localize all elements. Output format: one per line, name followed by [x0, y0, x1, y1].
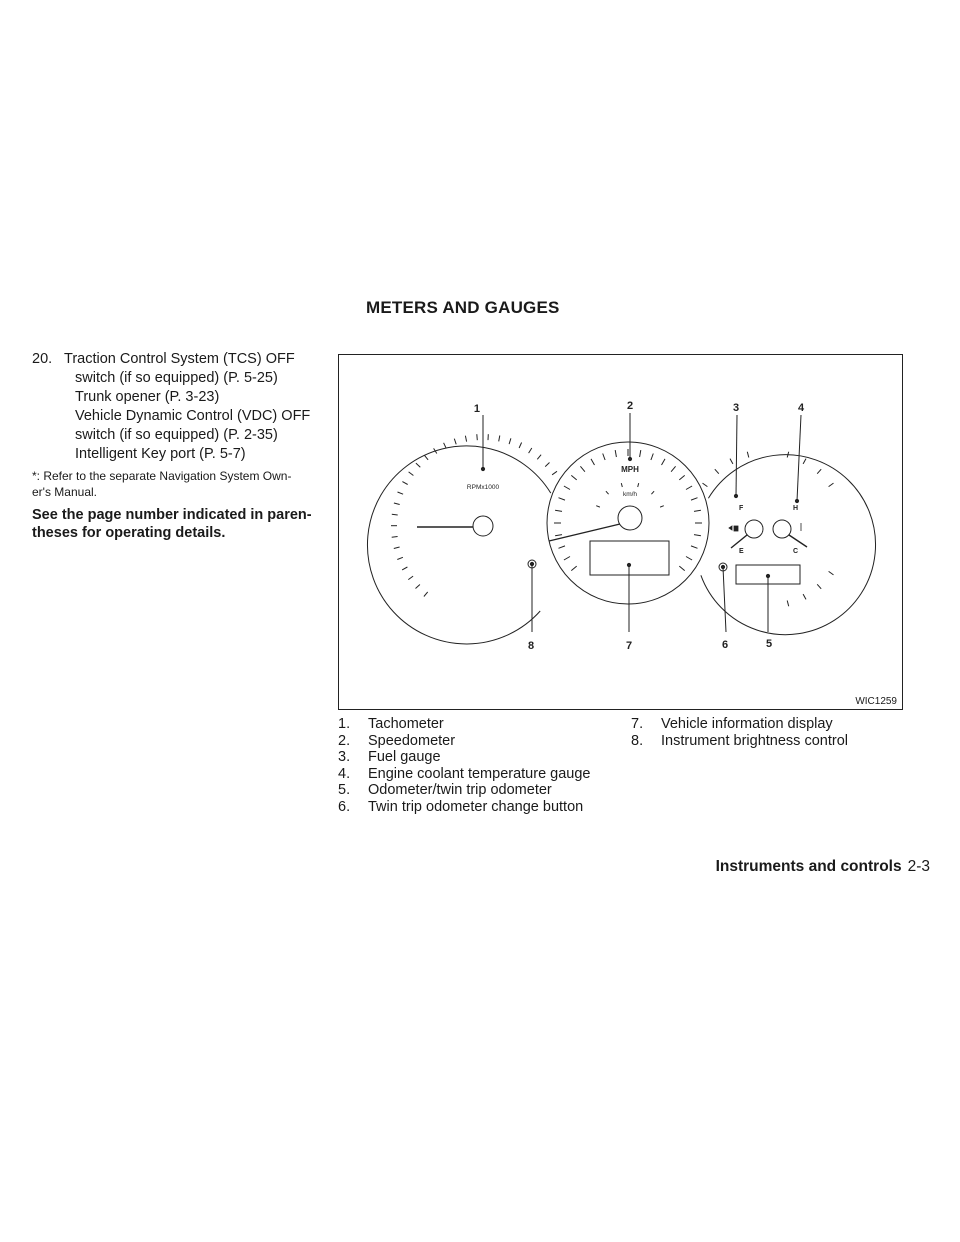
dial-tick	[537, 455, 541, 460]
dial-tick	[545, 463, 549, 467]
callout-3: 3	[733, 402, 740, 414]
dial-tick	[671, 466, 676, 471]
dial-tick	[817, 584, 821, 589]
dial-tick	[691, 546, 698, 548]
dial-tick	[803, 594, 806, 599]
item-line: Vehicle Dynamic Control (VDC) OFF	[75, 408, 311, 424]
dial-tick	[499, 436, 500, 442]
callout-5: 5	[766, 638, 773, 650]
temp-needle	[789, 535, 807, 547]
dial-tick	[571, 475, 576, 480]
dial-tick	[679, 566, 684, 571]
legend-num: 5.	[338, 782, 351, 798]
dial-tick	[416, 585, 420, 589]
dial-tick	[829, 571, 834, 575]
dial-tick	[621, 483, 622, 487]
fuel-needle	[731, 535, 747, 548]
tachometer-dial	[367, 446, 550, 644]
item-line: Intelligent Key port (P. 5-7)	[75, 446, 246, 462]
dial-tick	[394, 547, 400, 549]
dial-tick	[715, 469, 719, 474]
dial-tick	[817, 469, 821, 474]
dial-tick	[803, 459, 806, 464]
legend-item	[338, 733, 628, 750]
dial-tick	[603, 454, 605, 461]
footnote-line: er's Manual.	[32, 485, 97, 499]
legend-item	[631, 716, 921, 733]
dial-tick	[555, 535, 562, 536]
legend-num: 7.	[631, 716, 644, 732]
dial-tick	[509, 438, 511, 444]
legend-item	[338, 716, 628, 733]
figure-id: WIC1259	[855, 696, 897, 707]
dial-tick	[564, 486, 570, 490]
speedometer-hub	[618, 506, 642, 530]
speedometer-kmh-label: km/h	[622, 491, 638, 498]
dial-tick	[686, 486, 692, 490]
dial-tick	[529, 448, 532, 453]
dial-tick	[519, 443, 522, 449]
dial-tick	[402, 482, 407, 485]
dial-tick	[694, 510, 701, 511]
page-number: 2-3	[907, 858, 930, 875]
item-number: 20.	[32, 351, 53, 367]
dial-tick	[424, 592, 428, 597]
dial-tick	[747, 452, 749, 458]
dial-tick	[829, 483, 834, 487]
dial-tick	[651, 454, 653, 461]
legend-text: Odometer/twin trip odometer	[368, 782, 552, 798]
callout-8: 8	[528, 640, 535, 652]
dial-tick	[615, 450, 616, 457]
dial-tick	[398, 492, 404, 494]
fuel-empty-label: E	[739, 548, 744, 555]
temp-cold-label: C	[793, 548, 799, 555]
note-line: theses for operating details.	[32, 525, 226, 541]
legend-column-2	[631, 716, 921, 749]
footnote-line: *: Refer to the separate Navigation System Own-	[32, 469, 292, 483]
callout-6: 6	[722, 639, 729, 651]
dial-tick	[454, 439, 456, 445]
callout-1: 1	[473, 403, 480, 415]
item-line: Traction Control System (TCS) OFF	[64, 351, 295, 367]
dial-tick	[691, 498, 698, 500]
dial-tick	[392, 514, 398, 515]
legend-item	[631, 733, 921, 750]
tachometer-hub	[473, 516, 493, 536]
footnote	[32, 468, 332, 500]
operating-note	[32, 506, 332, 542]
dial-tick	[787, 601, 789, 607]
speedometer-mph-label: MPH	[621, 465, 639, 474]
section-title: METERS AND GAUGES	[366, 298, 560, 317]
fuel-full-label: F	[739, 505, 744, 512]
dial-tick	[416, 463, 420, 467]
list-item-20	[32, 350, 332, 464]
legend-num: 3.	[338, 749, 351, 765]
fuel-pump-icon	[734, 526, 738, 531]
dial-tick	[606, 491, 609, 494]
callout-2: 2	[627, 400, 634, 412]
dial-tick	[638, 483, 639, 487]
item-line: switch (if so equipped) (P. 5-25)	[75, 370, 278, 386]
legend-item	[338, 782, 628, 799]
cluster-illustration	[339, 355, 904, 711]
callout-4: 4	[798, 402, 805, 414]
tachometer-unit-label: RPMx1000	[466, 484, 500, 491]
dial-tick	[465, 436, 466, 442]
dial-tick	[694, 535, 701, 536]
dial-tick	[409, 472, 414, 476]
dial-tick	[555, 510, 562, 511]
dial-tick	[444, 443, 447, 449]
dial-tick	[660, 506, 664, 507]
legend-text: Speedometer	[368, 732, 456, 749]
dial-tick	[424, 455, 428, 460]
dial-tick	[552, 471, 557, 475]
item-line: Trunk opener (P. 3-23)	[75, 389, 220, 405]
dial-tick	[559, 546, 566, 548]
instrument-cluster-figure	[338, 354, 903, 710]
footer-section: Instruments and controls	[715, 858, 902, 875]
dial-tick	[408, 576, 413, 580]
legend-text: Fuel gauge	[368, 749, 441, 765]
item-text	[64, 350, 332, 464]
dial-tick	[662, 459, 666, 465]
legend-column-1	[338, 716, 628, 815]
legend-text: Tachometer	[368, 716, 444, 732]
legend-num: 8.	[631, 732, 644, 749]
fuel-temp-dial	[701, 455, 876, 635]
dial-tick	[394, 503, 400, 505]
legend-text: Vehicle information display	[661, 716, 833, 732]
temp-hub	[773, 520, 791, 538]
dial-tick	[580, 466, 585, 471]
dial-tick	[686, 557, 692, 561]
item-line: switch (if so equipped) (P. 2-35)	[75, 427, 278, 443]
dial-tick	[402, 567, 407, 570]
dial-tick	[559, 498, 566, 500]
legend-num: 2.	[338, 732, 351, 749]
speedometer-needle	[549, 524, 620, 541]
gauge-ticks	[391, 434, 834, 606]
page-footer	[690, 858, 930, 876]
dial-tick	[640, 450, 641, 457]
left-column	[32, 350, 332, 542]
note-line: See the page number indicated in paren-	[32, 507, 312, 523]
dial-tick	[679, 475, 684, 480]
legend-num: 6.	[338, 798, 351, 815]
dial-tick	[477, 434, 478, 440]
legend-item	[338, 799, 628, 816]
dial-tick	[596, 506, 600, 507]
fuel-door-arrow-icon	[729, 526, 732, 530]
legend-text: Instrument brightness control	[661, 732, 848, 749]
dial-tick	[591, 459, 595, 465]
callout-7: 7	[626, 640, 633, 652]
dial-tick	[571, 566, 576, 571]
temp-hot-label: H	[793, 505, 799, 512]
dial-tick	[703, 483, 708, 487]
legend-text: Engine coolant temperature gauge	[368, 765, 591, 782]
dial-tick	[397, 557, 403, 559]
legend-item	[338, 766, 628, 783]
fuel-hub	[745, 520, 763, 538]
legend-num: 1.	[338, 716, 351, 732]
dial-tick	[564, 557, 570, 561]
dial-tick	[392, 537, 398, 538]
dial-tick	[730, 459, 733, 464]
legend-text: Twin trip odometer change button	[368, 798, 584, 815]
dial-tick	[651, 491, 654, 494]
legend-num: 4.	[338, 765, 351, 782]
legend-item	[338, 749, 628, 766]
